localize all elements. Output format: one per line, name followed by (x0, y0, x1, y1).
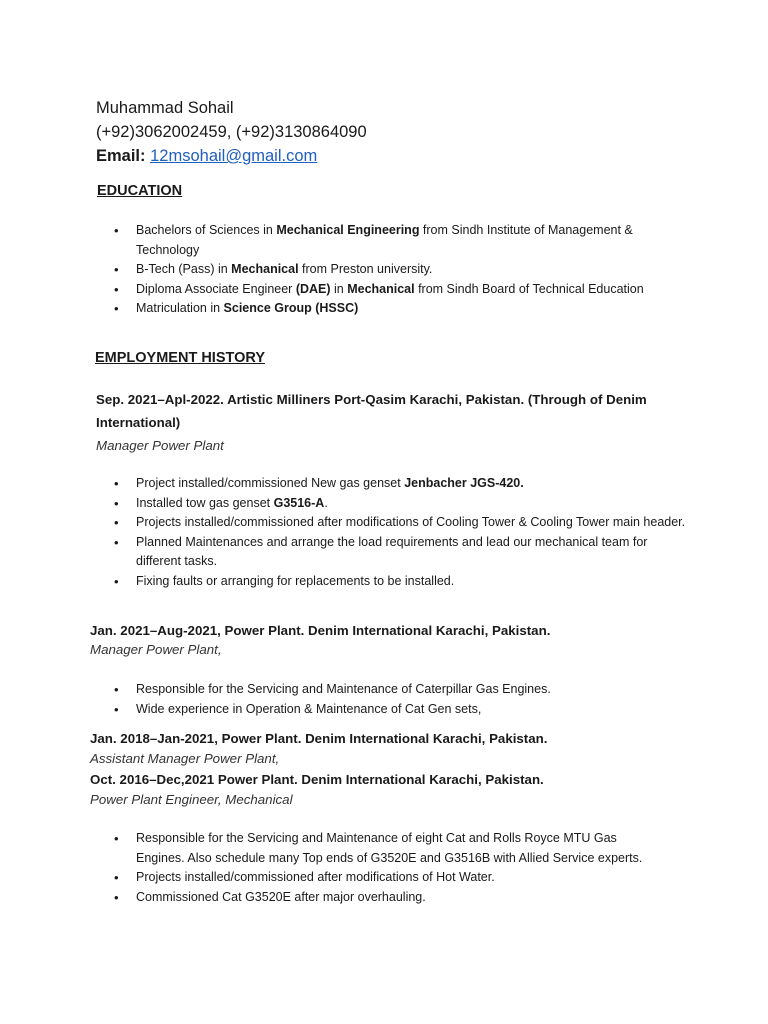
job-duties-list (96, 680, 686, 719)
job-heading: Jan. 2018–Jan-2021, Power Plant. Denim International Karachi, Pakistan. (90, 731, 548, 746)
education-title: EDUCATION (97, 183, 183, 199)
job-duties-list (96, 829, 666, 907)
job-role: Manager Power Plant, (90, 642, 222, 657)
job-heading: Oct. 2016–Dec,2021 Power Plant. Denim International Karachi, Pakistan. (90, 772, 544, 787)
duty-item: • Fixing faults or arranging for replacements to be installed. (96, 572, 686, 592)
duty-item: • Projects installed/commissioned after modifications of Hot Water. (96, 868, 666, 888)
education-item: • Matriculation in Science Group (HSSC) (96, 299, 686, 319)
duty-item: • Responsible for the Servicing and Maintenance of Caterpillar Gas Engines. (96, 680, 686, 700)
duty-item: • Responsible for the Servicing and Maintenance of eight Cat and Rolls Royce MTU Gas Engines. Also schedule many Top ends of G3520E and G3516B with Allied Service experts. (96, 829, 666, 868)
duty-item: • Projects installed/commissioned after modifications of Cooling Tower & Cooling Tower main header. (96, 513, 686, 533)
duty-item: • Commissioned Cat G3520E after major overhauling. (96, 888, 666, 908)
duty-item: • Planned Maintenances and arrange the load requirements and lead our mechanical team for different tasks. (96, 533, 686, 572)
candidate-name: Muhammad Sohail (96, 99, 234, 117)
job-role: Power Plant Engineer, Mechanical (90, 792, 293, 807)
duty-item: • Project installed/commissioned New gas genset Jenbacher JGS-420. (96, 474, 686, 494)
education-item: • Diploma Associate Engineer (DAE) in Mechanical from Sindh Board of Technical Education (96, 280, 686, 300)
email-line (96, 144, 696, 168)
email-label: Email: (96, 147, 146, 165)
job-heading: Jan. 2021–Aug-2021, Power Plant. Denim International Karachi, Pakistan. (90, 623, 551, 638)
email-link[interactable]: 12msohail@gmail.com (150, 147, 318, 165)
phone-numbers: (+92)3062002459, (+92)3130864090 (96, 123, 367, 141)
contact-header (96, 96, 696, 168)
duty-item: • Wide experience in Operation & Maintenance of Cat Gen sets, (96, 700, 686, 720)
job-duties-list (96, 474, 686, 591)
job-role: Assistant Manager Power Plant, (90, 751, 280, 766)
job-role: Manager Power Plant (96, 438, 224, 453)
education-item: • Bachelors of Sciences in Mechanical Engineering from Sindh Institute of Management & Technology (96, 221, 686, 260)
employment-title: EMPLOYMENT HISTORY (95, 350, 265, 366)
duty-item: • Installed tow gas genset G3516-A. (96, 494, 686, 514)
job-heading: Sep. 2021–Apl-2022. Artistic Milliners Port-Qasim Karachi, Pakistan. (Through of Denim International) (96, 392, 647, 430)
education-list (96, 221, 686, 319)
education-item: • B-Tech (Pass) in Mechanical from Preston university. (96, 260, 686, 280)
